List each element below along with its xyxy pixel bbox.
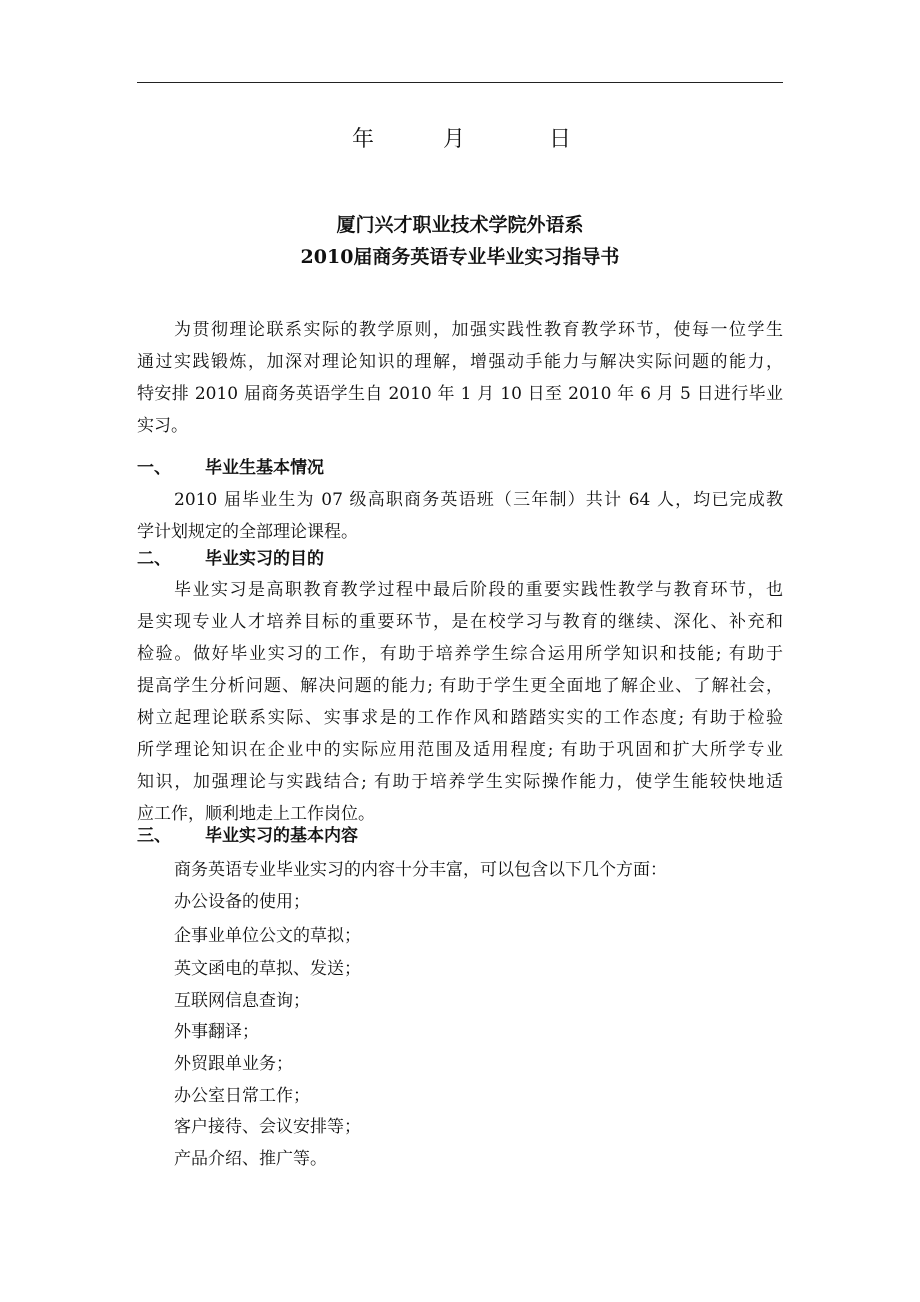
paragraph-line: 是实现专业人才培养目标的重要环节，是在校学习与教育的继续、深化、补充和 xyxy=(137,612,783,632)
paragraph-line: 毕业实习是高职教育教学过程中最后阶段的重要实践性教学与教育环节，也 xyxy=(174,580,783,600)
list-item: 外事翻译； xyxy=(174,1022,259,1042)
header-rule xyxy=(137,82,783,83)
document-title-institution: 厦门兴才职业技术学院外语系 xyxy=(336,214,584,236)
paragraph-line: 检验。做好毕业实习的工作，有助于培养学生综合运用所学知识和技能; 有助于 xyxy=(137,644,783,664)
paragraph-line: 2010 届毕业生为 07 级高职商务英语班（三年制）共计 64 人，均已完成教 xyxy=(174,490,783,510)
paragraph-line: 树立起理论联系实际、实事求是的工作作风和踏踏实实的工作态度; 有助于检验 xyxy=(137,708,783,728)
paragraph-line: 学计划规定的全部理论课程。 xyxy=(137,522,358,542)
list-item: 产品介绍、推广等。 xyxy=(174,1149,327,1169)
paragraph-line: 通过实践锻炼，加深对理论知识的理解，增强动手能力与解决实际问题的能力， xyxy=(137,352,783,372)
paragraph-line: 商务英语专业毕业实习的内容十分丰富，可以包含以下几个方面： xyxy=(174,860,667,880)
section-number: 一、 xyxy=(137,458,171,478)
intro-paragraph xyxy=(137,314,783,442)
list-item: 外贸跟单业务； xyxy=(174,1054,293,1074)
paragraph-line: 提高学生分析问题、解决问题的能力; 有助于学生更全面地了解企业、了解社会， xyxy=(137,676,783,696)
list-item: 办公室日常工作； xyxy=(174,1086,310,1106)
document-title-main: 2010届商务英语专业毕业实习指导书 xyxy=(300,246,620,268)
section-title: 毕业实习的基本内容 xyxy=(205,826,358,846)
section-number: 二、 xyxy=(137,549,171,569)
list-item: 企事业单位公文的草拟； xyxy=(174,926,361,946)
section-title: 毕业实习的目的 xyxy=(205,549,324,569)
list-item: 办公设备的使用； xyxy=(174,892,310,912)
paragraph-line: 知识，加强理论与实践结合; 有助于培养学生实际操作能力，使学生能较快地适 xyxy=(137,772,783,792)
date-line xyxy=(0,122,920,152)
paragraph-line: 特安排 2010 届商务英语学生自 2010 年 1 月 10 日至 2010 年 6 月 5 日进行毕业 xyxy=(137,384,783,404)
date-day: 日 xyxy=(549,127,572,152)
paragraph-line: 所学理论知识在企业中的实际应用范围及适用程度; 有助于巩固和扩大所学专业 xyxy=(137,740,783,760)
date-month: 月 xyxy=(443,127,466,152)
section-2-paragraph xyxy=(137,574,783,830)
paragraph-line: 应工作，顺利地走上工作岗位。 xyxy=(137,804,375,824)
section-1-paragraph xyxy=(137,484,783,548)
date-year: 年 xyxy=(352,127,375,152)
paragraph-line: 为贯彻理论联系实际的教学原则，加强实践性教育教学环节，使每一位学生 xyxy=(174,320,783,340)
list-item: 互联网信息查询； xyxy=(174,991,310,1011)
section-number: 三、 xyxy=(137,826,171,846)
list-item: 客户接待、会议安排等； xyxy=(174,1117,361,1137)
section-title: 毕业生基本情况 xyxy=(205,458,324,478)
paragraph-line: 实习。 xyxy=(137,416,188,436)
section-3-paragraph xyxy=(137,854,783,886)
list-item: 英文函电的草拟、发送； xyxy=(174,959,361,979)
